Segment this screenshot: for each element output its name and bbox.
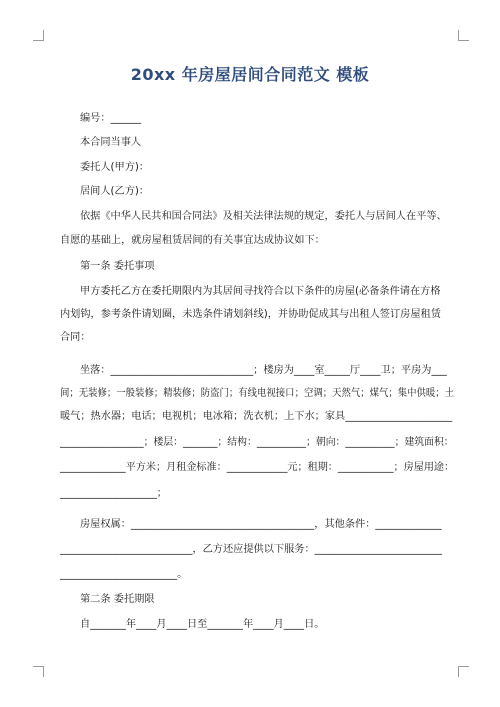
ownership-line-2: __________________________，乙方还应提供以下服务：_________________________ xyxy=(60,544,443,555)
crop-mark-top-right xyxy=(458,30,469,41)
principal-party: 委托人(甲方)： xyxy=(80,162,150,173)
article-1-para-line-2: 内划钩，参考条件请划圈，未选条件请划斜线)，并协助促成其与出租人签订房屋租赁 xyxy=(60,309,441,320)
location-line-4: _________________；楼层：_______；结构：__________；朝向：__________；建筑面积： xyxy=(60,437,454,448)
article-2-heading: 第二条 委托期限 xyxy=(80,594,155,605)
ownership-line-1: 房屋权属：____________________________________，其他条件：_____________ xyxy=(80,519,442,530)
document-title: 20xx 年房屋居间合同范文 模板 xyxy=(130,65,370,84)
location-line-5: _____________平方米；月租金标准：____________元；租期：___________；房屋用途： xyxy=(60,462,455,473)
crop-mark-bottom-left xyxy=(33,666,44,677)
preamble-line-2: 自愿的基础上，就房屋租赁居间的有关事宜达成协议如下： xyxy=(60,235,325,246)
ownership-line-3: _______________________。 xyxy=(60,569,188,580)
location-line-3: 暖气；热水器；电话；电视机；电冰箱；洗衣机；上下水；家具_____________________ xyxy=(60,411,453,422)
crop-mark-top-left xyxy=(33,30,44,41)
contract-number: 编号：______ xyxy=(80,113,142,124)
article-1-para-line-3: 合同： xyxy=(60,332,91,343)
intermediary-party: 居间人(乙方)： xyxy=(80,186,150,197)
crop-mark-bottom-right xyxy=(458,666,469,677)
term-dates: 自_______年____月____日至_______年____月____日。 xyxy=(80,619,325,630)
article-1-heading: 第一条 委托事项 xyxy=(80,261,155,272)
parties-heading: 本合同当事人 xyxy=(80,137,142,148)
preamble-line-1: 依据《中华人民共和国合同法》及相关法律法规的规定，委托人与居间人在平等、 xyxy=(80,211,447,222)
article-1-para-line-1: 甲方委托乙方在委托期限内为其居间寻找符合以下条件的房屋(必备条件请在方格 xyxy=(80,286,441,297)
location-line-1: 坐落：____________________________；楼房为____室_____厅____卫；平房为___ xyxy=(80,365,447,376)
location-line-6: ___________________； xyxy=(60,488,167,499)
location-line-2: 间；无装修；一般装修；精装修；防盗门；有线电视接口；空调；天然气；煤气；集中供暖；土 xyxy=(60,388,455,399)
